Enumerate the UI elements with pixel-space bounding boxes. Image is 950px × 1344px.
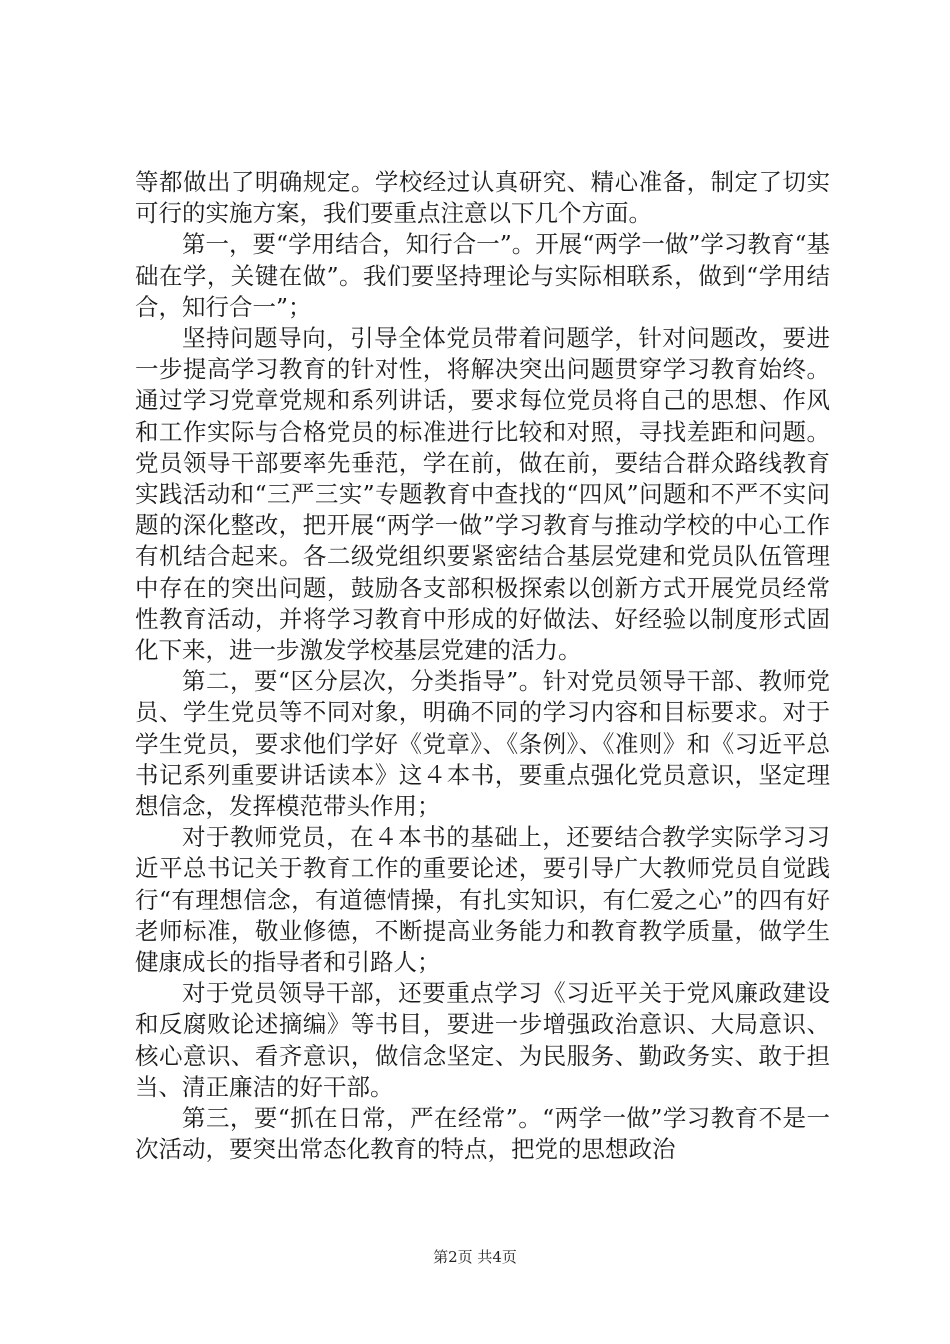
paragraph: 坚持问题导向，引导全体党员带着问题学，针对问题改，要进一步提高学习教育的针对性，将解决突出问题贯穿学习教育始终。通过学习党章党规和系列讲话，要求每位党员将自己的思想、作风和工作实际与合格党员的标准进行比较和对照，寻找差距和问题。党员领导干部要率先垂范，学在前，做在前，要结合群众路线教育实践活动和“三严三实”专题教育中查找的“四风”问题和不严不实问题的深化整改，把开展“两学一做”学习教育与推动学校的中心工作有机结合起来。各二级党组织要紧密结合基层党建和党员队伍管理中存在的突出问题，鼓励各支部积极探索以创新方式开展党员经常性教育活动，并将学习教育中形成的好做法、好经验以制度形式固化下来，进一步激发学校基层党建的活力。 — [135, 324, 830, 665]
page-footer: 第2页 共4页 — [433, 1248, 517, 1266]
paragraph: 对于党员领导干部，还要重点学习《习近平关于党风廉政建设和反腐败论述摘编》等书目，要进一步增强政治意识、大局意识、核心意识、看齐意识，做信念坚定、为民服务、勤政务实、敢于担当、清正廉洁的好干部。 — [135, 979, 830, 1101]
paragraph: 第一，要“学用结合，知行合一”。开展“两学一做”学习教育“基础在学，关键在做”。我们要坚持理论与实际相联系，做到“学用结合，知行合一”； — [135, 230, 830, 321]
paragraph: 等都做出了明确规定。学校经过认真研究、精心准备，制定了切实可行的实施方案，我们要重点注意以下几个方面。 — [135, 168, 830, 228]
document-body — [135, 167, 830, 1166]
paragraph: 第三，要“抓在日常，严在经常”。“两学一做”学习教育不是一次活动，要突出常态化教育的特点，把党的思想政治 — [135, 1104, 830, 1164]
paragraph: 第二，要“区分层次，分类指导”。针对党员领导干部、教师党员、学生党员等不同对象，明确不同的学习内容和目标要求。对于学生党员，要求他们学好《党章》、《条例》、《准则》和《习近平总书记系列重要讲话读本》这４本书，要重点强化党员意识，坚定理想信念，发挥模范带头作用； — [135, 667, 830, 821]
paragraph: 对于教师党员，在４本书的基础上，还要结合教学实际学习习近平总书记关于教育工作的重要论述，要引导广大教师党员自觉践行“有理想信念，有道德情操，有扎实知识，有仁爱之心”的四有好老师标准，敬业修德，不断提高业务能力和教育教学质量，做学生健康成长的指导者和引路人； — [135, 823, 830, 977]
